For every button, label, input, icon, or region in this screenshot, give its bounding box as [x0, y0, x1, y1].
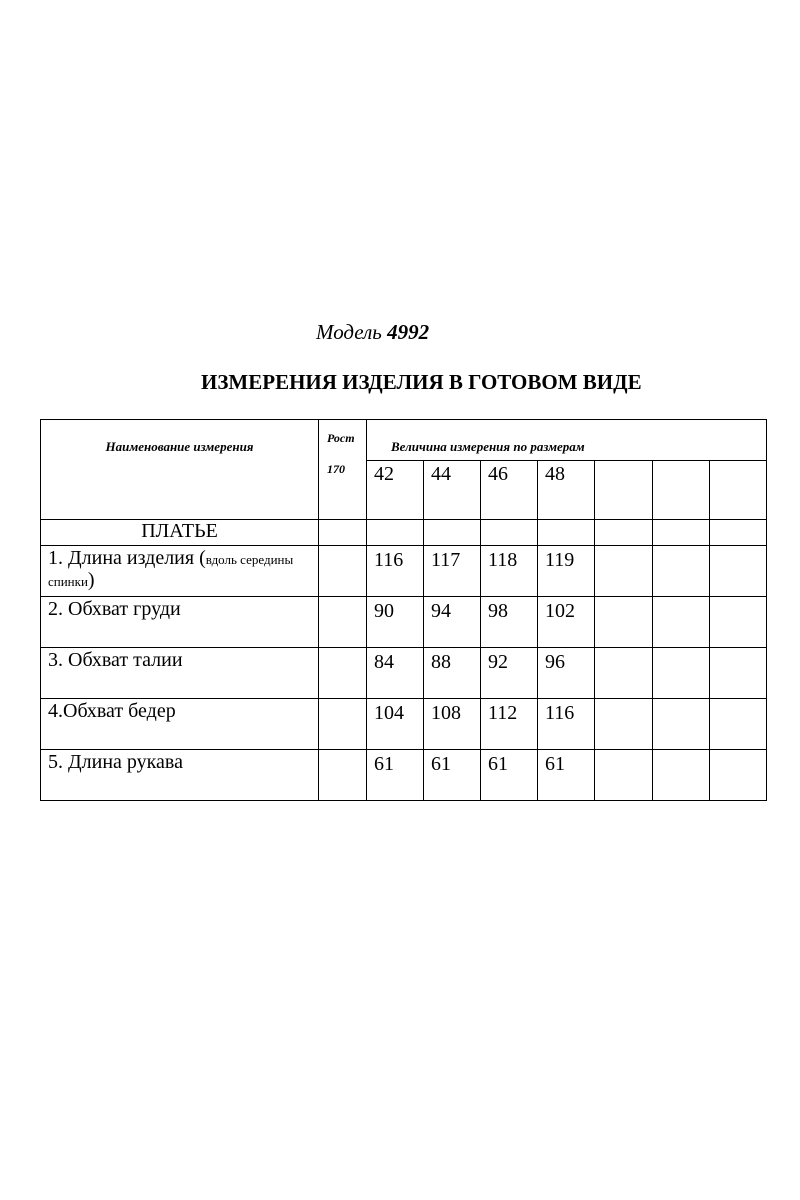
header-row: [41, 420, 767, 461]
empty-cell: [424, 520, 481, 546]
value-cell: 96: [538, 648, 595, 699]
empty-cell: [595, 546, 653, 597]
empty-cell: [319, 520, 367, 546]
empty-cell: [595, 699, 653, 750]
document-title: ИЗМЕРЕНИЯ ИЗДЕЛИЯ В ГОТОВОМ ВИДЕ: [201, 370, 642, 394]
rost-cell: [319, 597, 367, 648]
empty-cell: [710, 750, 767, 801]
header-rost-label: Рост: [327, 431, 355, 445]
section-row: [41, 520, 767, 546]
empty-cell: [595, 597, 653, 648]
rost-cell: [319, 750, 367, 801]
row-label-cell: [41, 648, 319, 699]
measurements-table: [40, 419, 767, 801]
rost-cell: [319, 648, 367, 699]
header-rost-cell: [319, 420, 367, 520]
value-cell: 84: [367, 648, 424, 699]
size-cell: [424, 461, 481, 520]
value-cell: 108: [424, 699, 481, 750]
size-cell-empty: [710, 461, 767, 520]
empty-cell: [710, 546, 767, 597]
row-label: 2. Обхват груди: [48, 598, 181, 620]
value-cell: 117: [424, 546, 481, 597]
empty-cell: [653, 546, 710, 597]
table-row: [41, 699, 767, 750]
table-row: [41, 597, 767, 648]
row-label-end: ): [87, 569, 95, 591]
row-label: 4.Обхват бедер: [48, 700, 176, 722]
header-sizes-label: Величина измерения по размерам: [391, 439, 585, 454]
row-label: 1. Длина изделия (: [48, 547, 206, 569]
model-line: [316, 320, 429, 345]
empty-cell: [481, 520, 538, 546]
section-label: ПЛАТЬЕ: [141, 520, 218, 542]
row-label-cell: [41, 750, 319, 801]
row-label: 3. Обхват талии: [48, 649, 183, 671]
row-label-cell: [41, 546, 319, 597]
header-name-cell: [41, 420, 319, 520]
size-cell-empty: [653, 461, 710, 520]
empty-cell: [653, 648, 710, 699]
header-name-label: Наименование измерения: [105, 439, 254, 454]
empty-cell: [653, 520, 710, 546]
value-cell: 61: [424, 750, 481, 801]
size-cell: [367, 461, 424, 520]
header-sizes-cell: [367, 420, 767, 461]
value-cell: 118: [481, 546, 538, 597]
empty-cell: [710, 699, 767, 750]
header-rost-value: 170: [327, 462, 345, 477]
empty-cell: [595, 750, 653, 801]
size-value: 48: [545, 463, 565, 485]
rost-cell: [319, 699, 367, 750]
empty-cell: [367, 520, 424, 546]
empty-cell: [595, 648, 653, 699]
empty-cell: [538, 520, 595, 546]
row-label-cell: [41, 699, 319, 750]
value-cell: 98: [481, 597, 538, 648]
empty-cell: [653, 597, 710, 648]
value-cell: 116: [367, 546, 424, 597]
value-cell: 116: [538, 699, 595, 750]
table-row: [41, 648, 767, 699]
value-cell: 61: [367, 750, 424, 801]
rost-cell: [319, 546, 367, 597]
value-cell: 61: [538, 750, 595, 801]
empty-cell: [653, 699, 710, 750]
row-label-cell: [41, 597, 319, 648]
value-cell: 112: [481, 699, 538, 750]
size-value: 44: [431, 463, 451, 485]
empty-cell: [653, 750, 710, 801]
row-label: 5. Длина рукава: [48, 751, 183, 773]
value-cell: 119: [538, 546, 595, 597]
value-cell: 102: [538, 597, 595, 648]
empty-cell: [710, 648, 767, 699]
table-row: [41, 750, 767, 801]
row-label-note: вдоль середины спинки: [48, 552, 294, 589]
value-cell: 94: [424, 597, 481, 648]
table-row: [41, 546, 767, 597]
section-label-cell: [41, 520, 319, 546]
empty-cell: [595, 520, 653, 546]
size-value: 42: [374, 463, 394, 485]
empty-cell: [710, 520, 767, 546]
value-cell: 104: [367, 699, 424, 750]
size-cell: [481, 461, 538, 520]
value-cell: 92: [481, 648, 538, 699]
size-cell-empty: [595, 461, 653, 520]
empty-cell: [710, 597, 767, 648]
size-cell: [538, 461, 595, 520]
value-cell: 90: [367, 597, 424, 648]
size-value: 46: [488, 463, 508, 485]
value-cell: 61: [481, 750, 538, 801]
value-cell: 88: [424, 648, 481, 699]
model-prefix: Модель: [316, 320, 382, 344]
model-number: 4992: [387, 320, 430, 344]
